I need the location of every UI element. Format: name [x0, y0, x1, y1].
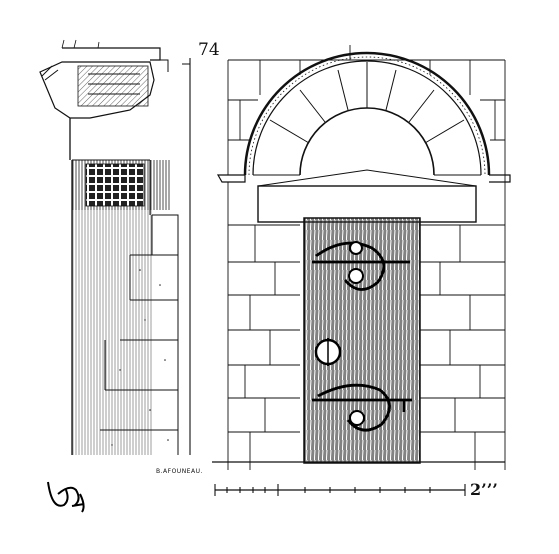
elevation-view	[212, 45, 510, 470]
wooden-door	[304, 218, 420, 463]
figure-number: 74	[198, 40, 220, 60]
monogram-signature	[48, 482, 84, 512]
ring-handle	[316, 338, 340, 366]
semicircular-arch	[218, 53, 510, 182]
section-view	[40, 40, 190, 455]
engraver-credit: B.AFOUNEAU.	[156, 468, 203, 475]
lintel	[258, 170, 476, 222]
scale-label: 2’’’	[470, 480, 498, 499]
scale-bar	[215, 484, 465, 496]
section-cornice	[40, 40, 160, 160]
